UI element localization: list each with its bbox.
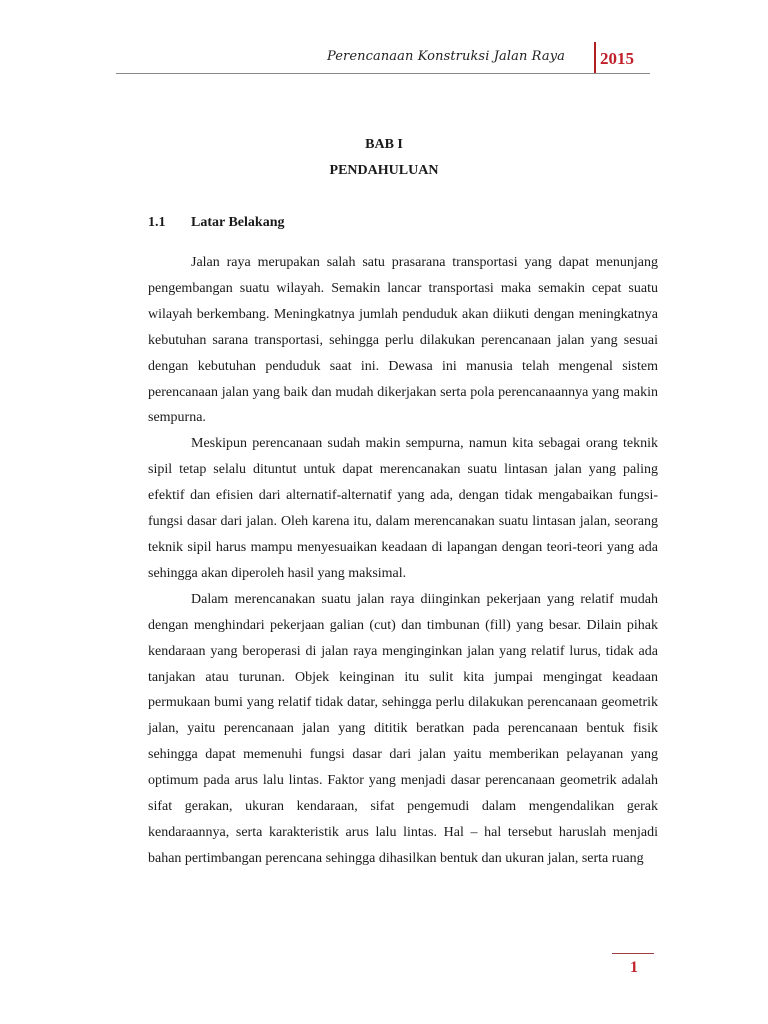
header-divider [594,42,596,74]
body-text [148,250,658,872]
running-header-title: Perencanaan Konstruksi Jalan Raya [326,49,566,64]
header-rule [116,73,650,74]
chapter-title: PENDAHULUAN [329,163,439,178]
footer-rule [612,953,654,954]
section-title: Latar Belakang [191,215,285,230]
page-number: 1 [630,959,638,976]
paragraph: Meskipun perencanaan sudah makin sempurna, namun kita sebagai orang teknik sipil tetap selalu dituntut untuk dapat merencanakan suatu lintasan jalan yang paling efektif dan efisien dari alternatif-alternatif yang ada, dengan tidak mengabaikan fungsi-fungsi dasar dari jalan. Oleh karena itu, dalam merencanakan suatu lintasan jalan, seorang teknik sipil harus mampu menyesuaikan keadaan di lapangan dengan teori-teori yang ada sehingga akan diperoleh hasil yang maksimal. [148,436,658,581]
header-year: 2015 [600,49,634,68]
chapter-label: BAB I [365,137,403,152]
section-number: 1.1 [148,215,166,230]
paragraph: Dalam merencanakan suatu jalan raya diinginkan pekerjaan yang relatif mudah dengan menghindari pekerjaan galian (cut) dan timbunan (fill) yang besar. Dilain pihak kendaraan yang beroperasi di jalan raya menginginkan jalan yang relatif lurus, tidak ada tanjakan atau turunan. Objek keinginan itu sulit kita jumpai mengingat keadaan permukaan bumi yang relatif tidak datar, sehingga perlu dilakukan perencanaan geometrik jalan, yaitu perencanaan jalan yang dititik beratkan pada perencanaan bentuk fisik sehingga dapat memenuhi fungsi dasar dari jalan yaitu memberikan pelayanan yang optimum pada arus lalu lintas. Faktor yang menjadi dasar perencanaan geometrik adalah sifat gerakan, ukuran kendaraan, sifat pengemudi dalam mengendalikan gerak kendaraannya, serta karakteristik arus lalu lintas. Hal – hal tersebut haruslah menjadi bahan pertimbangan perencana sehingga dihasilkan bentuk dan ukuran jalan, serta ruang [148,591,658,866]
paragraph: Jalan raya merupakan salah satu prasarana transportasi yang dapat menunjang pengembangan suatu wilayah. Semakin lancar transportasi maka semakin cepat suatu wilayah berkembang. Meningkatnya jumlah penduduk akan diikuti dengan meningkatnya kebutuhan sarana transportasi, sehingga perlu dilakukan perencanaan jalan yang sesuai dengan kebutuhan penduduk saat ini. Dewasa ini manusia telah mengenal sistem perencanaan jalan yang baik dan mudah dikerjakan serta pola perencanaannya yang makin sempurna. [148,255,658,426]
